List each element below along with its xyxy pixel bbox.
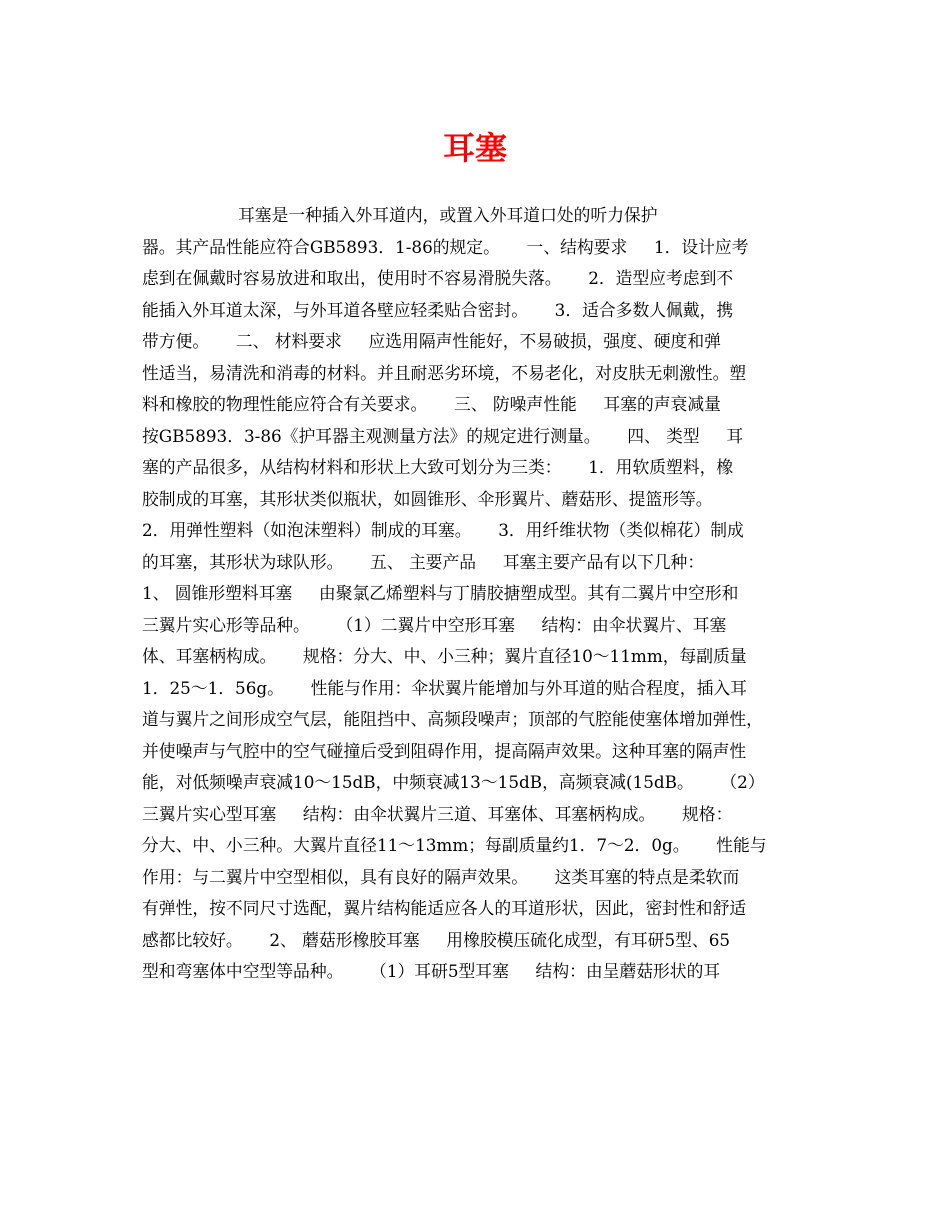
body-line: 2．用弹性塑料（如泡沫塑料）制成的耳塞。 3．用纤维状物（类似棉花）制成 xyxy=(142,520,744,540)
body-line: 胶制成的耳塞，其形状类似瓶状，如圆锥形、伞形翼片、蘑菇形、提篮形等。 xyxy=(142,488,713,509)
body-line: 作用：与二翼片中空型相似，具有良好的隔声效果。 这类耳塞的特点是柔软而 xyxy=(142,866,740,887)
body-line: 性适当，易清洗和消毒的材料。并且耐恶劣环境，不易老化，对皮肤无刺激性。塑 xyxy=(142,362,747,383)
body-line: 能，对低频噪声衰减10～15dB，中频衰减13～15dB，高频衰减(15dB。 （2） xyxy=(142,772,765,792)
body-line: 的耳塞，其形状为球队形。 五、 主要产品 耳塞主要产品有以下几种： xyxy=(142,551,705,572)
body-line: 虑到在佩戴时容易放进和取出，使用时不容易滑脱失落。 2．造型应考虑到不 xyxy=(142,268,734,288)
body-line: 道与翼片之间形成空气层，能阻挡中、高频段噪声；顶部的气腔能使塞体增加弹性， xyxy=(142,709,763,729)
body-line: 三翼片实心形等品种。 （1）二翼片中空形耳塞 结构：由伞状翼片、耳塞 xyxy=(142,614,727,635)
body-line: 耳塞是一种插入外耳道内，或置入外耳道口处的听力保护 xyxy=(142,205,658,225)
document-body xyxy=(142,200,812,988)
body-line: 并使噪声与气腔中的空气碰撞后受到阻碍作用，提高隔声效果。这种耳塞的隔声性 xyxy=(142,740,747,761)
body-line: 有弹性，按不同尺寸选配，翼片结构能适应各人的耳道形状，因此，密封性和舒适 xyxy=(142,898,747,918)
body-line: 器。其产品性能应符合GB5893．1-86的规定。 一、结构要求 1．设计应考 xyxy=(142,236,749,257)
body-line: 三翼片实心型耳塞 结构：由伞状翼片三道、耳塞体、耳塞柄构成。 规格： xyxy=(142,803,733,824)
body-line: 感都比较好。 2、 蘑菇形橡胶耳塞 用橡胶模压硫化成型，有耳研5型、65 xyxy=(142,929,731,950)
body-line: 带方便。 二、 材料要求 应选用隔声性能好，不易破损，强度、硬度和弹 xyxy=(142,331,721,351)
body-line: 料和橡胶的物理性能应符合有关要求。 三、 防噪声性能 耳塞的声衰减量 xyxy=(142,394,721,414)
body-line: 1．25～1．56g。 性能与作用：伞状翼片能增加与外耳道的贴合程度，插入耳 xyxy=(142,677,747,698)
body-line: 塞的产品很多，从结构材料和形状上大致可划分为三类： 1．用软质塑料，橡 xyxy=(142,457,734,477)
body-line: 能插入外耳道太深，与外耳道各壁应轻柔贴合密封。 3．适合多数人佩戴，携 xyxy=(142,299,734,320)
body-line: 按GB5893．3-86《护耳器主观测量方法》的规定进行测量。 四、 类型 耳 xyxy=(142,425,744,446)
body-line: 体、耳塞柄构成。 规格：分大、中、小三种；翼片直径10～11mm，每副质量 xyxy=(142,646,747,666)
body-line: 分大、中、小三种。大翼片直径11～13mm；每副质量约1．7～2．0g。 性能与 xyxy=(142,835,767,855)
body-line: 1、 圆锥形塑料耳塞 由聚氯乙烯塑料与丁腈胶搪塑成型。其有二翼片中空形和 xyxy=(142,583,739,603)
body-line: 型和弯塞体中空型等品种。 （1）耳研5型耳塞 结构：由呈蘑菇形状的耳 xyxy=(142,961,721,981)
document-title: 耳塞 xyxy=(442,129,507,167)
